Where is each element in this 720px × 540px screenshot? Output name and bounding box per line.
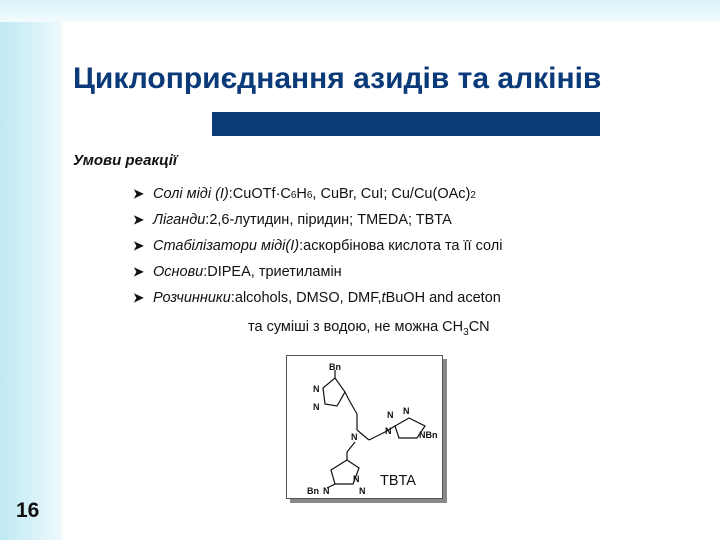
atom-label: N [385,426,392,436]
tbta-structure-drawing [287,356,442,498]
bullet-text: H [296,186,307,202]
bullet-key: Стабілізатори міді(I) [153,238,300,254]
bullet-item [133,264,502,290]
atom-label: N [387,410,394,420]
atom-label: N [323,486,330,496]
bullet-text: alcohols, DMSO, DMF, [234,290,382,306]
atom-label: NBn [419,430,438,440]
bullet-text: Cu [232,186,252,202]
bullet-separator: : [228,186,233,202]
arrow-bullet-icon: ➤ [133,238,144,253]
left-decor-band [0,0,62,540]
bullet-key: Ліганди [153,212,206,228]
atom-label: N [351,432,358,442]
bullet-text: 2,6-лутидин, піридин; TMEDA; TBTA [209,212,452,228]
bullet-key: Солі міді (I) [153,186,229,202]
atom-label: N [313,384,320,394]
bullet-list [133,186,502,316]
page-number: 16 [16,499,40,522]
bullet-text: аскорбінова кислота та її солі [303,238,503,254]
bullet-separator: : [230,290,235,306]
atom-label: N [313,402,320,412]
bullet-item [133,186,502,212]
bullet-separator: : [299,238,304,254]
bullet-key: Основи [153,264,204,280]
bullet-separator: : [205,212,210,228]
bond-lines [323,370,425,488]
atom-label: Bn [329,362,341,372]
top-decor-band [0,0,720,22]
subscript: 6 [290,190,297,201]
bullet-text: DIPEA, триетиламін [207,264,342,280]
bullet-text: CN [468,319,490,335]
bullet-item [133,212,502,238]
title-underline-bar [212,112,600,136]
slide-title: Циклоприєднання азидів та алкінів [73,62,602,95]
bullet-text: та суміші з водою, не можна CH [248,319,464,335]
atom-labels [307,362,438,496]
arrow-bullet-icon: ➤ [133,186,144,201]
title-underline-cap [212,112,236,136]
atom-label: N [359,486,366,496]
bullet-separator: : [203,264,208,280]
bullet-text-italic: t [381,290,386,306]
atom-label: Bn [307,486,319,496]
bullet-continuation [248,319,490,338]
structure-caption: TBTA [380,473,416,489]
bullet-item [133,238,502,264]
arrow-bullet-icon: ➤ [133,290,144,305]
bullet-text: BuOH and aceton [385,290,501,306]
bullet-key: Розчинники [153,290,231,306]
atom-label: N [403,406,410,416]
atom-label: N [353,474,360,484]
subscript: 6 [306,190,313,201]
arrow-bullet-icon: ➤ [133,212,144,227]
slide-subtitle: Умови реакції [73,152,178,169]
arrow-bullet-icon: ➤ [133,264,144,279]
bullet-text: , CuBr, CuI; Cu/Cu(OAc) [312,186,471,202]
bullet-item [133,290,502,316]
bullet-text: OTf·C [251,186,291,202]
tbta-structure-figure [286,355,443,499]
subscript: 3 [463,326,469,338]
subscript: 2 [470,190,476,201]
